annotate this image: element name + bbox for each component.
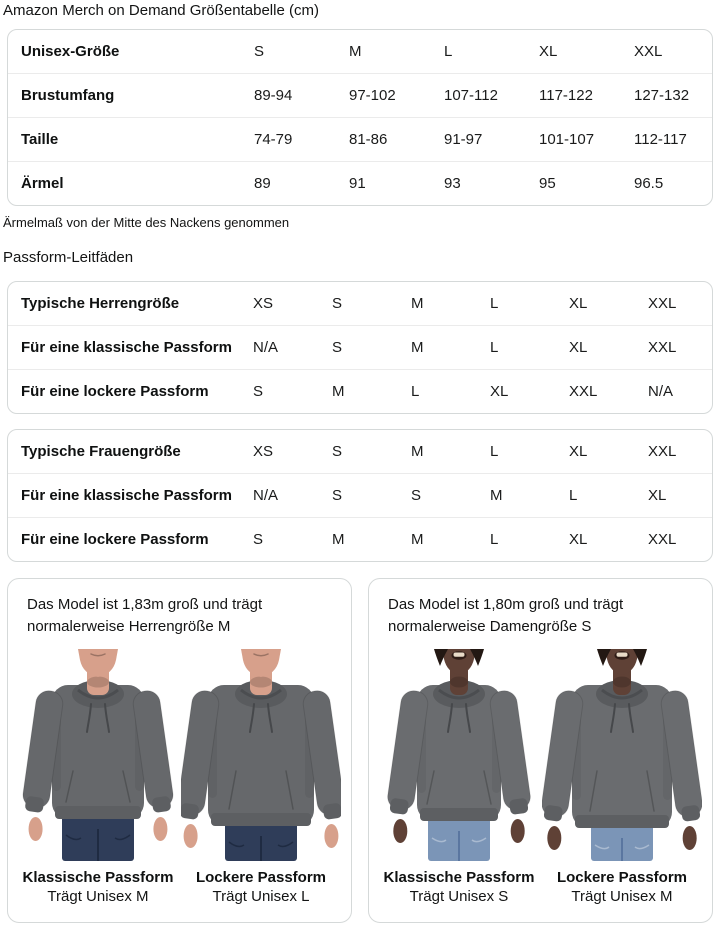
- size-cell: S: [332, 487, 343, 504]
- size-cell: XXL: [648, 443, 677, 460]
- size-cell: XXL: [634, 43, 663, 60]
- size-cell: N/A: [253, 339, 279, 356]
- row-label: Typische Frauengröße: [21, 443, 181, 460]
- size-cell: 93: [444, 175, 461, 192]
- size-cell: 96.5: [634, 175, 664, 192]
- size-cell: N/A: [253, 487, 279, 504]
- sleeve-measure-note: Ärmelmaß von der Mitte des Nackens genommen: [3, 215, 290, 230]
- model-photo-female-classic: [379, 649, 539, 861]
- model-description: Das Model ist 1,80m groß und trägt normalerweise Damengröße S: [388, 596, 624, 635]
- size-cell: S: [253, 383, 264, 400]
- size-cell: L: [490, 339, 499, 356]
- row-label: Ärmel: [21, 175, 64, 192]
- figure-caption-title: Lockere Passform: [556, 869, 688, 886]
- table-row: [8, 73, 712, 117]
- size-cell: M: [332, 383, 345, 400]
- size-cell: L: [490, 443, 499, 460]
- size-cell: XL: [569, 295, 588, 312]
- size-cell: XL: [648, 487, 667, 504]
- size-cell: M: [411, 531, 424, 548]
- figure-caption-sub: Trägt Unisex M: [47, 888, 149, 905]
- figure-caption-title: Klassische Passform: [22, 869, 174, 886]
- size-cell: L: [411, 383, 420, 400]
- size-cell: XXL: [648, 531, 677, 548]
- size-cell: 117-122: [539, 87, 593, 104]
- row-label: Typische Herrengröße: [21, 295, 180, 312]
- table-row: [8, 517, 712, 561]
- row-label: Für eine lockere Passform: [21, 531, 209, 548]
- size-cell: S: [253, 531, 264, 548]
- size-cell: XL: [569, 443, 588, 460]
- size-cell: 89-94: [254, 87, 293, 104]
- model-photo-male-classic: [18, 649, 178, 861]
- size-cell: 91: [349, 175, 366, 192]
- table-row: [8, 430, 712, 473]
- hoodie-model-illustration: [542, 649, 702, 861]
- size-cell: XXL: [648, 295, 677, 312]
- unisex-size-table: [7, 29, 713, 206]
- figure-caption-sub: Trägt Unisex S: [409, 888, 509, 905]
- hoodie-model-illustration: [379, 649, 539, 861]
- model-cards: [7, 578, 713, 923]
- table-row: [8, 161, 712, 205]
- size-cell: M: [411, 339, 424, 356]
- size-cell: 81-86: [349, 131, 388, 148]
- table-row: [8, 369, 712, 413]
- mens-fit-guide-table: [7, 281, 713, 414]
- size-cell: 127-132: [634, 87, 690, 104]
- size-cell: XS: [253, 443, 274, 460]
- size-chart-page: [0, 2, 720, 923]
- fit-guides-heading: Passform-Leitfäden: [3, 249, 134, 266]
- size-cell: XL: [569, 531, 588, 548]
- size-cell: 74-79: [254, 131, 293, 148]
- size-cell: M: [332, 531, 345, 548]
- size-cell: L: [569, 487, 578, 504]
- size-cell: XL: [490, 383, 509, 400]
- model-card-female: [368, 578, 713, 923]
- figure-caption-title: Lockere Passform: [195, 869, 327, 886]
- figure-caption-title: Klassische Passform: [383, 869, 535, 886]
- size-cell: M: [349, 43, 362, 60]
- row-label: Für eine lockere Passform: [21, 383, 209, 400]
- size-cell: 91-97: [444, 131, 483, 148]
- model-description: Das Model ist 1,83m groß und trägt normalerweise Herrengröße M: [27, 596, 263, 635]
- row-label: Brustumfang: [21, 87, 115, 104]
- womens-fit-guide-table: [7, 429, 713, 562]
- figure-male-loose: [181, 649, 341, 907]
- table-row: [8, 473, 712, 517]
- size-cell: S: [332, 443, 343, 460]
- figure-caption-sub: Trägt Unisex L: [212, 888, 310, 905]
- size-cell: XS: [253, 295, 274, 312]
- table-row: [8, 117, 712, 161]
- size-cell: XXL: [569, 383, 598, 400]
- figure-caption-sub: Trägt Unisex M: [571, 888, 673, 905]
- model-card-male: [7, 578, 352, 923]
- row-label: Taille: [21, 131, 59, 148]
- page-title: Amazon Merch on Demand Größentabelle (cm): [3, 2, 319, 19]
- size-cell: L: [490, 295, 499, 312]
- size-cell: 112-117: [634, 131, 687, 148]
- size-cell: M: [411, 295, 424, 312]
- hoodie-model-illustration: [18, 649, 178, 861]
- size-cell: S: [254, 43, 265, 60]
- size-cell: L: [444, 43, 453, 60]
- size-cell: L: [490, 531, 499, 548]
- size-cell: 95: [539, 175, 556, 192]
- figure-male-classic: [18, 649, 178, 907]
- figure-female-loose: [542, 649, 702, 907]
- size-cell: M: [490, 487, 503, 504]
- figure-female-classic: [379, 649, 539, 907]
- size-cell: 97-102: [349, 87, 396, 104]
- size-cell: N/A: [648, 383, 674, 400]
- row-label: Unisex-Größe: [21, 43, 120, 60]
- size-cell: S: [411, 487, 422, 504]
- size-cell: M: [411, 443, 424, 460]
- figure-row: [379, 649, 702, 907]
- size-cell: XL: [569, 339, 588, 356]
- table-row: [8, 30, 712, 73]
- figure-row: [18, 649, 341, 907]
- table-row: [8, 325, 712, 369]
- model-photo-male-loose: [181, 649, 341, 861]
- size-cell: 107-112: [444, 87, 498, 104]
- size-cell: 101-107: [539, 131, 595, 148]
- size-cell: XL: [539, 43, 558, 60]
- row-label: Für eine klassische Passform: [21, 339, 232, 356]
- size-cell: S: [332, 339, 343, 356]
- row-label: Für eine klassische Passform: [21, 487, 232, 504]
- table-row: [8, 282, 712, 325]
- hoodie-model-illustration: [181, 649, 341, 861]
- size-cell: 89: [254, 175, 271, 192]
- model-photo-female-loose: [542, 649, 702, 861]
- size-cell: S: [332, 295, 343, 312]
- size-cell: XXL: [648, 339, 677, 356]
